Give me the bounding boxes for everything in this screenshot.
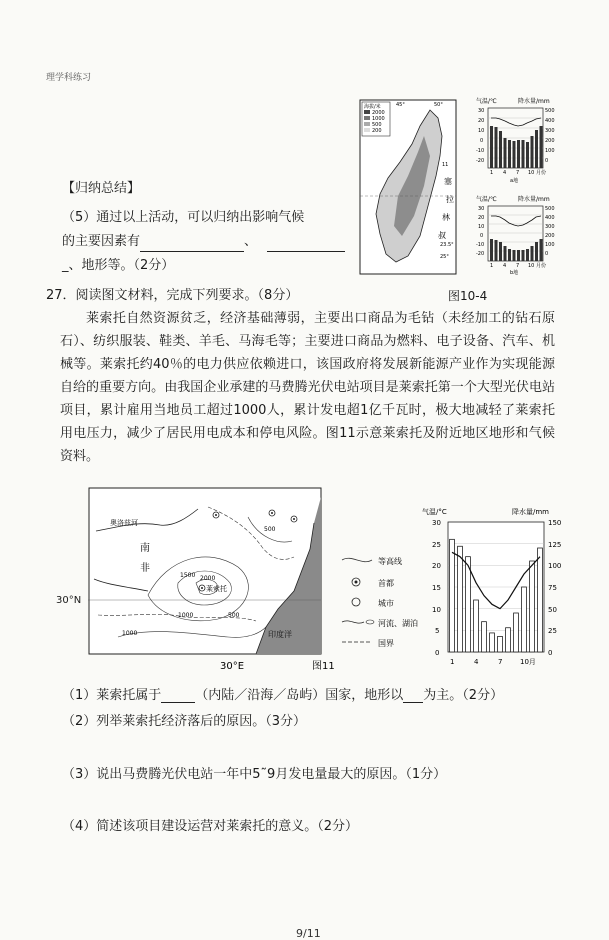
- summary-title: 【归纳总结】: [62, 181, 141, 196]
- svg-text:50: 50: [548, 606, 557, 614]
- svg-text:20: 20: [478, 118, 485, 124]
- fig10-4-caption: 图10-4: [448, 289, 488, 303]
- q27-title: 27．阅读图文材料，完成下列要求。（8分）: [46, 288, 299, 303]
- svg-text:25: 25: [548, 627, 557, 635]
- figure-10-4-svg: [358, 96, 568, 276]
- svg-text:300: 300: [545, 128, 555, 134]
- svg-text:0: 0: [480, 138, 484, 144]
- svg-text:4: 4: [503, 263, 507, 269]
- q27-paragraph: 莱索托自然资源贫乏，经济基础薄弱，主要出口商品为毛钻（未经加工的钻石原石）、纺织服装、鞋类、羊毛、马海毛等；主要进口商品为燃料、电子设备、汽车、机械等。莱索托约40％的电力供应依赖进口，该国政府将发展新能源产业作为实现能源自给的重要方向。由我国企业承建的马费腾光伏电站项目是莱索托第一个大型光伏电站项目，累计雇用当地员工超过1000人，累计发电超1亿千瓦时，极大地减轻了莱索托用电压力，减少了居民用电成本和停电风险。图11示意莱索托及附近地区地形和气候资料。: [60, 311, 555, 464]
- svg-text:10: 10: [478, 224, 485, 230]
- svg-text:b地: b地: [510, 270, 519, 276]
- svg-text:500: 500: [264, 526, 276, 533]
- svg-text:气温/℃: 气温/℃: [476, 98, 497, 105]
- precip-bar-2: [458, 546, 463, 652]
- precip-bar-10: [522, 587, 527, 652]
- precip-bar-12: [538, 548, 543, 652]
- svg-text:100: 100: [545, 242, 555, 248]
- svg-text:7: 7: [516, 263, 520, 269]
- q5-blank-1[interactable]: [140, 236, 244, 252]
- svg-text:国界: 国界: [378, 639, 394, 648]
- svg-text:10: 10: [478, 128, 485, 134]
- svg-text:5: 5: [435, 627, 440, 635]
- page-number: 9/11: [296, 927, 321, 940]
- svg-text:7: 7: [498, 658, 503, 666]
- svg-text:30: 30: [478, 108, 485, 114]
- svg-text:-20: -20: [476, 158, 485, 164]
- question-2: （2）列举莱索托经济落后的原因。（3分）: [62, 714, 307, 729]
- svg-text:10月: 10月: [520, 658, 536, 666]
- figure-11-climate-chart: [420, 504, 572, 674]
- svg-text:2000: 2000: [200, 575, 216, 582]
- river-label: 奥洛兹河: [110, 519, 138, 527]
- precip-bar-1: [450, 539, 455, 652]
- svg-text:降水量/mm: 降水量/mm: [518, 98, 550, 105]
- map-lat-23: 23.5°: [440, 242, 454, 248]
- svg-text:20: 20: [432, 562, 441, 570]
- svg-text:0: 0: [548, 649, 553, 657]
- svg-text:400: 400: [545, 215, 555, 221]
- svg-text:100: 100: [548, 562, 562, 570]
- svg-text:气温/℃: 气温/℃: [476, 196, 497, 203]
- country-lesotho: 莱索托: [206, 585, 227, 593]
- svg-text:100: 100: [545, 148, 555, 154]
- map-label-3: 林: [442, 213, 450, 222]
- svg-text:200: 200: [372, 128, 382, 134]
- precip-bar-9: [514, 613, 519, 652]
- svg-text:1000: 1000: [122, 630, 138, 637]
- q5-blank-2[interactable]: [267, 236, 345, 252]
- svg-text:30: 30: [478, 206, 485, 212]
- precip-bar-5: [482, 622, 487, 652]
- figure-11-map: [88, 487, 346, 675]
- svg-text:500: 500: [372, 122, 382, 128]
- svg-text:200: 200: [545, 138, 555, 144]
- svg-text:200: 200: [545, 233, 555, 239]
- climate-ylabel-left: 气温/°C: [422, 508, 447, 516]
- lon-label: 30°E: [220, 661, 245, 672]
- question-3: （3）说出马费腾光伏电站一年中5˜9月发电量最大的原因。（1分）: [62, 767, 447, 782]
- svg-text:1: 1: [490, 170, 494, 176]
- svg-text:等高线: 等高线: [378, 557, 402, 566]
- svg-text:1000: 1000: [178, 612, 194, 619]
- svg-text:20: 20: [478, 215, 485, 221]
- svg-text:400: 400: [545, 118, 555, 124]
- svg-text:河流、湖泊: 河流、湖泊: [378, 619, 418, 628]
- map-lon-45: 45°: [396, 102, 405, 108]
- figure-10-4: [358, 96, 568, 276]
- svg-text:4: 4: [474, 658, 479, 666]
- q1-blank-1[interactable]: [161, 687, 195, 703]
- svg-text:月份: 月份: [536, 263, 547, 269]
- q5-line2: 的主要因素有 、: [62, 231, 345, 252]
- svg-text:-10: -10: [476, 242, 485, 248]
- svg-text:a地: a地: [510, 178, 519, 184]
- q1-blank-2[interactable]: [403, 687, 423, 703]
- precip-bar-8: [506, 628, 511, 652]
- region-africa: 非: [140, 563, 150, 574]
- svg-text:7: 7: [516, 170, 520, 176]
- svg-text:0: 0: [545, 158, 549, 164]
- precip-bar-6: [490, 633, 495, 652]
- svg-text:月份: 月份: [536, 170, 547, 176]
- svg-text:10: 10: [528, 263, 535, 269]
- svg-text:首都: 首都: [378, 579, 394, 588]
- svg-text:4: 4: [503, 170, 507, 176]
- svg-text:30: 30: [432, 519, 441, 527]
- svg-text:150: 150: [548, 519, 562, 527]
- lat-label: 30°N: [56, 595, 82, 606]
- svg-text:1000: 1000: [372, 116, 385, 122]
- precip-bar-11: [530, 561, 535, 652]
- svg-text:10: 10: [432, 606, 441, 614]
- climate-chart-a: [476, 97, 555, 184]
- q5-line3: _、地形等。（2分）: [62, 258, 175, 273]
- climate-chart-b: [476, 195, 555, 276]
- svg-text:2000: 2000: [372, 110, 385, 116]
- svg-text:15: 15: [432, 584, 441, 592]
- svg-text:500: 500: [545, 206, 555, 212]
- map-lat-11: 11: [442, 162, 449, 168]
- svg-text:降水量/mm: 降水量/mm: [518, 196, 550, 203]
- climate-ylabel-right: 降水量/mm: [512, 508, 549, 516]
- svg-text:-10: -10: [476, 148, 485, 154]
- question-4: （4）简述该项目建设运营对莱索托的意义。（2分）: [62, 819, 359, 834]
- map-legend-title: 海拔/米: [364, 104, 381, 110]
- svg-text:500: 500: [228, 612, 240, 619]
- precip-bar-4: [474, 600, 479, 652]
- svg-text:10: 10: [528, 170, 535, 176]
- map-label-1: 塞: [444, 177, 452, 186]
- svg-text:1: 1: [450, 658, 455, 666]
- svg-text:-20: -20: [476, 251, 485, 257]
- svg-text:1: 1: [490, 263, 494, 269]
- svg-text:75: 75: [548, 584, 557, 592]
- svg-text:125: 125: [548, 541, 562, 549]
- page-header: 理学科练习: [46, 73, 92, 83]
- svg-text:300: 300: [545, 224, 555, 230]
- precip-bar-3: [466, 557, 471, 652]
- map-lon-50: 50°: [434, 102, 443, 108]
- ocean-label: 印度洋: [268, 630, 292, 639]
- q5-line1: （5）通过以上活动，可以归纳出影响气候: [62, 210, 305, 225]
- svg-text:0: 0: [545, 251, 549, 257]
- svg-text:500: 500: [545, 108, 555, 114]
- svg-text:0: 0: [480, 233, 484, 239]
- map-label-4: 叔: [438, 231, 446, 240]
- svg-text:城市: 城市: [378, 599, 394, 608]
- precip-bar-7: [498, 636, 503, 652]
- map-lat-25: 25°: [440, 254, 449, 260]
- region-south: 南: [140, 543, 150, 554]
- svg-text:0: 0: [435, 649, 440, 657]
- fig11-caption: 图11: [312, 661, 335, 672]
- svg-text:1500: 1500: [180, 572, 196, 579]
- map-label-2: 拉: [446, 195, 454, 204]
- question-1: （1）莱索托属于 （内陆／沿海／岛屿）国家，地形以 为主。（2分）: [62, 688, 504, 703]
- svg-text:25: 25: [432, 541, 441, 549]
